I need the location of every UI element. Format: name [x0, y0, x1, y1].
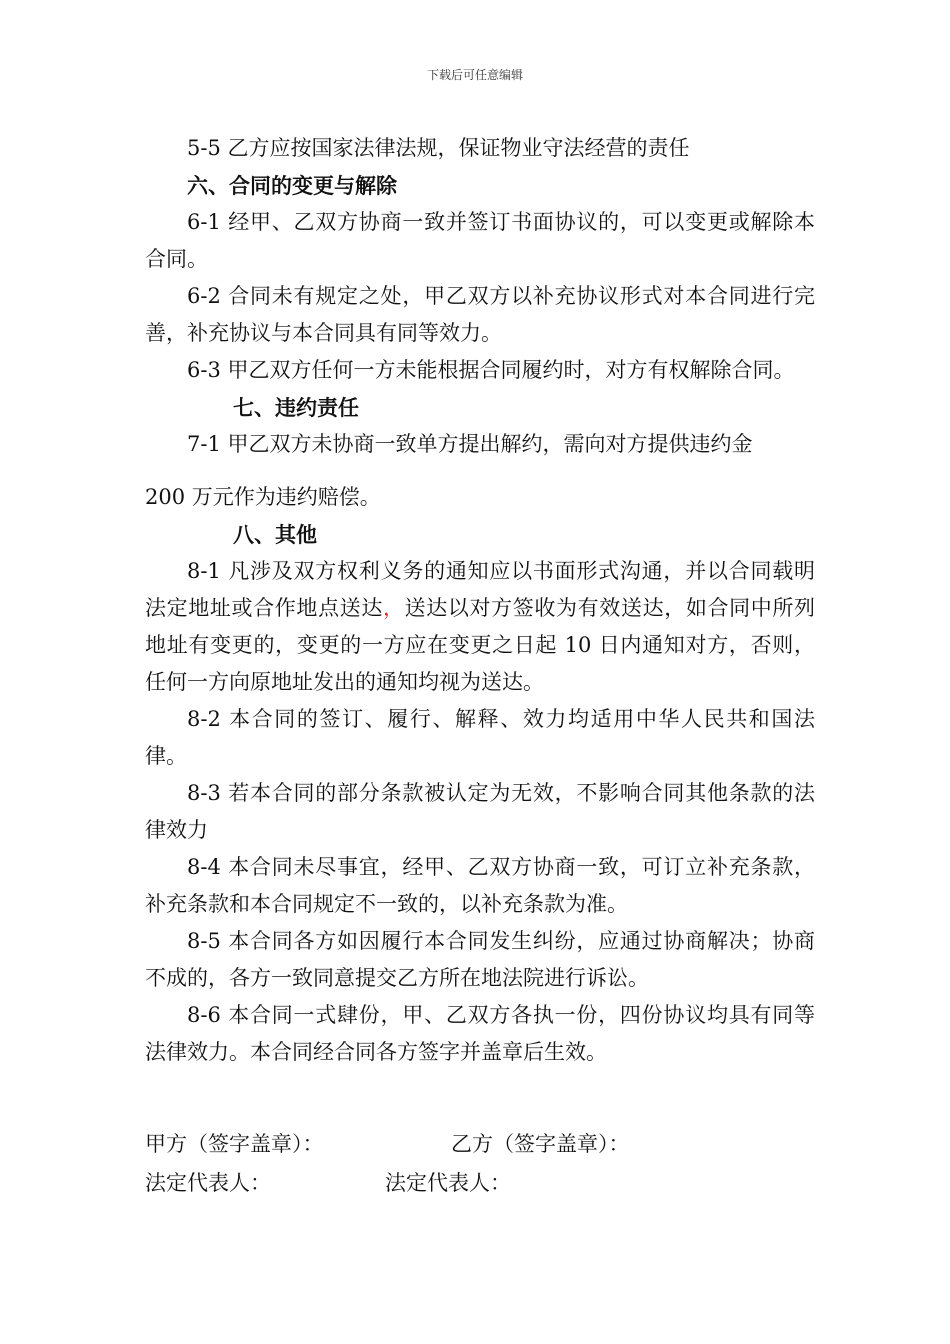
- clause-8-2: 8-2 本合同的签订、履行、解释、效力均适用中华人民共和国法律。: [145, 707, 815, 768]
- clause-6-3: 6-3 甲乙双方任何一方未能根据合同履约时，对方有权解除合同。: [187, 358, 795, 382]
- clause-7-1-line2: 200 万元作为违约赔偿。: [145, 485, 381, 509]
- clause-8-1-part2: 送达以对方签收为有效送达，如合同中所列地址有变更的，变更的一方应在变更之日起 10 日内通知对方，否则，任何一方向原地址发出的通知均视为送达。: [145, 596, 816, 694]
- party-a-signature-label: 甲方（签字盖章）：: [145, 1132, 324, 1156]
- party-b-representative-label: 法定代表人：: [385, 1171, 511, 1195]
- clause-8-1: [145, 553, 815, 701]
- clause-7-1-line1: 7-1 甲乙双方未协商一致单方提出解约，需向对方提供违约金: [187, 432, 753, 456]
- red-comma: ，: [382, 596, 405, 620]
- party-b-signature-label: 乙方（签字盖章）：: [451, 1132, 630, 1156]
- party-a-representative-label: 法定代表人：: [145, 1171, 271, 1195]
- clause-6-2: 6-2 合同未有规定之处，甲乙双方以补充协议形式对本合同进行完善，补充协议与本合同具有同等效力。: [145, 284, 815, 345]
- clause-8-6: 8-6 本合同一式肆份，甲、乙双方各执一份，四份协议均具有同等法律效力。本合同经合同各方签字并盖章后生效。: [145, 1003, 815, 1064]
- clause-8-1-part1: 8-1 凡涉及双方权利义务的通知应以书面形式沟通，并以合同载明法定地址或合作地点送达: [145, 559, 815, 620]
- clause-6-1: 6-1 经甲、乙双方协商一致并签订书面协议的，可以变更或解除本合同。: [145, 210, 815, 271]
- page-header: 下载后可任意编辑: [426, 68, 523, 82]
- clause-5-5: 5-5 乙方应按国家法律法规，保证物业守法经营的责任: [187, 136, 690, 160]
- clause-8-4: 8-4 本合同未尽事宜，经甲、乙双方协商一致，可订立补充条款，补充条款和本合同规定不一致的，以补充条款为准。: [145, 855, 815, 916]
- section-heading-6: 六、合同的变更与解除: [187, 173, 397, 198]
- contract-body: [145, 130, 815, 1071]
- clause-8-3: 8-3 若本合同的部分条款被认定为无效，不影响合同其他条款的法律效力: [145, 781, 815, 842]
- clause-8-5: 8-5 本合同各方如因履行本合同发生纠纷，应通过协商解决；协商不成的，各方一致同意提交乙方所在地法院进行诉讼。: [145, 929, 815, 990]
- section-heading-8: 八、其他: [233, 522, 317, 547]
- section-heading-7: 七、违约责任: [233, 395, 359, 420]
